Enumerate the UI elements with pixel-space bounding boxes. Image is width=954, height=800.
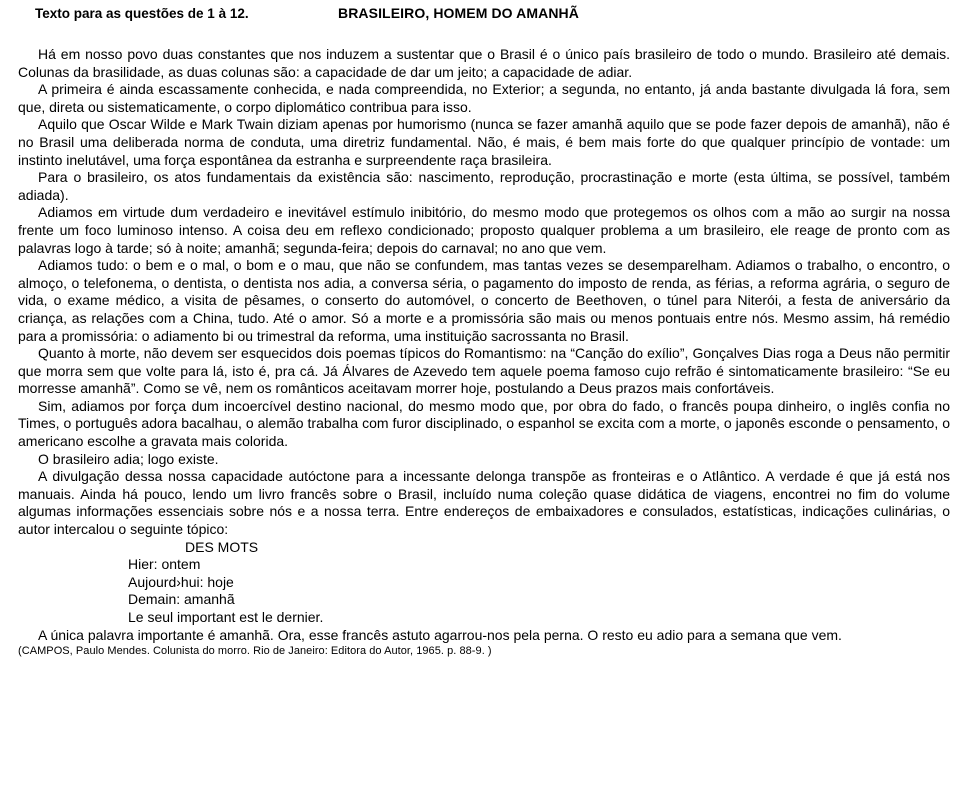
paragraph: Quanto à morte, não devem ser esquecidos dois poemas típicos do Romantismo: na “Canção do exílio”, Gonçalves Dias roga a Deus não permitir que morra sem que volte para lá, isto é, pra cá. Já Álvares de Azevedo tem aquele poema famoso cujo refrão é sintomaticamente brasileiro: “Se eu morresse amanhã”. Como se vê, nem os românticos aceitavam morrer hoje, postulando a Deus prazos mais confortáveis. (18, 345, 950, 397)
paragraph: O brasileiro adia; logo existe. (38, 450, 219, 467)
des-mots-title: DES MOTS (185, 538, 259, 555)
paragraph: Adiamos tudo: o bem e o mal, o bom e o mau, que não se confundem, mas tantas vezes se desemparelham. Adiamos o trabalho, o encontro, o almoço, o telefonema, o dentista, o dentista nos adia, a conversa séria, o pagamento do imposto de renda, as férias, a reforma agrária, o seguro de vida, o exame médico, a visita de pêsames, o conserto do automóvel, o concerto de Beethoven, o túnel para Niterói, a festa de aniversário da criança, as relações com a China, tudo. Até o amor. Só a morte e a promissória são mais ou menos pontuais entre nós. Mesmo assim, há remédio para a promissória: o adiamento bi ou trimestral da reforma, uma instituição sacrossanta no Brasil. (18, 257, 950, 344)
exam-instruction-label: Texto para as questões de 1 à 12. (35, 6, 249, 21)
des-mots-entry: Le seul important est le dernier. (128, 609, 324, 625)
closing-paragraph: A única palavra importante é amanhã. Ora, esse francês astuto agarrou-nos pela perna. O resto eu adio para a semana que vem. (38, 626, 842, 643)
paragraph: A primeira é ainda escassamente conhecida, e nada compreendida, no Exterior; a segunda, no entanto, já anda bastante divulgada lá fora, sem que, direta ou sistematicamente, o corpo diplomático contribua para isso. (18, 81, 950, 115)
paragraph: Aquilo que Oscar Wilde e Mark Twain diziam apenas por humorismo (nunca se fazer amanhã aquilo que se pode fazer depois de amanhã), não é no Brasil uma deliberada norma de conduta, uma diretriz fundamental. Não, é mais, é bem mais forte do que qualquer princípio de vontade: um instinto inelutável, uma força espontânea da estranha e surpreendente raça brasileira. (18, 116, 950, 168)
paragraph: Sim, adiamos por força dum incoercível destino nacional, do mesmo modo que, por obra do fado, o francês poupa dinheiro, o inglês confia no Times, o português adora bacalhau, o alemão trabalha com furor disciplinado, o espanhol se excita com a morte, o japonês esconde o pensamento, o americano escolhe a gravata mais colorida. (18, 397, 950, 450)
document-header (0, 0, 954, 30)
paragraph: Adiamos em virtude dum verdadeiro e inevitável estímulo inibitório, do mesmo modo que protegemos os olhos com a mão ao surgir na nossa frente um foco luminoso intenso. A coisa deu em reflexo condicionado; proposto qualquer problema a um brasileiro, ele reage de pronto com as palavras logo à tarde; só à noite; amanhã; segunda-feira; depois do carnaval; no ano que vem. (18, 204, 950, 256)
des-mots-entry: Demain: amanhã (128, 591, 235, 608)
des-mots-entry: Aujourd›hui: hoje (128, 573, 234, 590)
des-mots-quote-block (18, 539, 950, 627)
paragraph: Há em nosso povo duas constantes que nos induzem a sustentar que o Brasil é o único país brasileiro de todo o mundo. Brasileiro até demais. Colunas da brasilidade, as duas colunas são: a capacidade de dar um jeito; a capacidade de adiar. (18, 46, 950, 80)
page-title: BRASILEIRO, HOMEM DO AMANHÃ (338, 5, 579, 21)
source-citation: (CAMPOS, Paulo Mendes. Colunista do morro. Rio de Janeiro: Editora do Autor, 1965. p. 88-9. ) (18, 645, 492, 658)
document-body (18, 46, 950, 659)
des-mots-entry: Hier: ontem (128, 556, 201, 573)
paragraph: A divulgação dessa nossa capacidade autóctone para a incessante delonga transpõe as fronteiras e o Atlântico. A verdade é que já está nos manuais. Ainda há pouco, lendo um livro francês sobre o Brasil, incluído numa coleção quase didática de viagens, encontrei no fim do volume algumas informações essenciais sobre nós e a nossa terra. Entre endereços de embaixadores e consulados, estatísticas, indicações culinárias, o autor intercalou o seguinte tópico: (18, 468, 950, 538)
paragraph: Para o brasileiro, os atos fundamentais da existência são: nascimento, reprodução, procrastinação e morte (esta última, se possível, também adiada). (18, 169, 950, 203)
